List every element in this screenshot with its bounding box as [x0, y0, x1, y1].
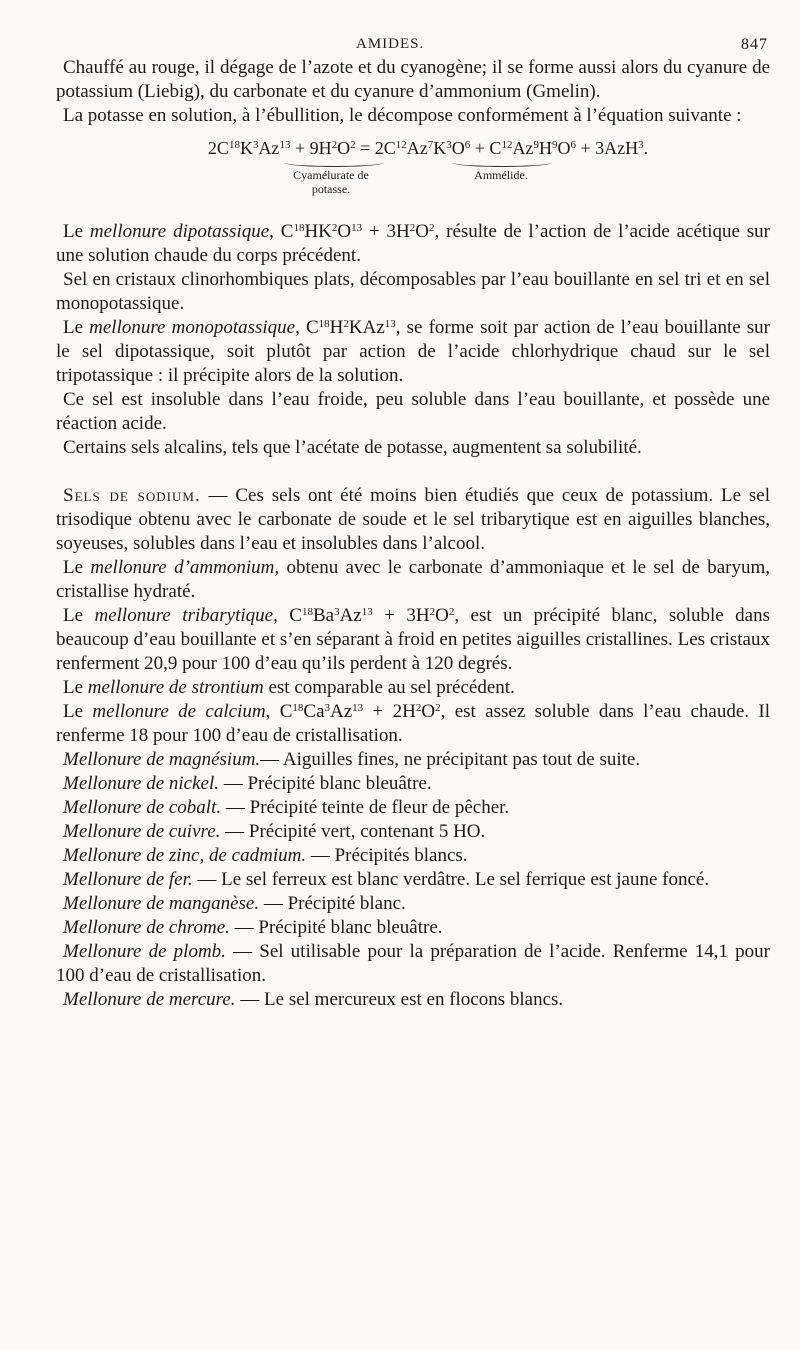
list-item: Mellonure de mercure. — Le sel mercureux est en flocons blancs.: [63, 989, 564, 1010]
list-item: Mellonure de manganèse. — Précipité blanc.: [63, 893, 406, 914]
paragraph: Le mellonure d’ammonium, obtenu avec le carbonate d’ammoniaque et le sel de baryum, cristallise hydraté.: [56, 557, 770, 602]
list-item: Mellonure de chrome. — Précipité blanc bleuâtre.: [63, 917, 443, 938]
equation-note: Cyamélurate de potasse.: [293, 168, 369, 196]
compound-name: Mellonure de manganèse.: [63, 893, 260, 914]
list-item: Mellonure de magnésium.— Aiguilles fines, ne précipitant pas tout de suite.: [63, 749, 641, 770]
compound-name: mellonure d’ammonium: [90, 557, 275, 578]
paragraph: Le mellonure tribarytique, $C^{18}Ba^3Az^{13} + 3H^2O^2$, est un précipité blanc, soluble dans beaucoup d’eau bouillante et s’en séparant à froid en petites aiguilles cristallines. Les cristaux renferment 20,9 pour 100 d’eau qu’ils perdent à 120 degrés.: [56, 605, 770, 674]
compound-name: mellonure dipotassique: [89, 221, 270, 242]
compound-name: Mellonure de nickel.: [63, 773, 219, 794]
equation-note: Ammélide.: [474, 168, 528, 182]
running-header: [56, 30, 770, 56]
compound-name: Mellonure de plomb.: [63, 941, 226, 962]
compound-name: Mellonure de cuivre.: [63, 821, 221, 842]
list-item: Mellonure de fer. — Le sel ferreux est blanc verdâtre. Le sel ferrique est jaune foncé.: [63, 869, 710, 890]
paragraph: Le mellonure dipotassique, $C^{18}HK^2O^{13} + 3H^2O^2$, résulte de l’action de l’acide acétique sur une solution chaude du corps précédent.: [56, 221, 770, 266]
chemical-equation: $2C^{18}K^3Az^{13} + 9H^2O^2 = 2C^{12}Az^7K^3O^6 + C^{12}Az^9H^9O^6 + 3AzH^3$.: [207, 138, 649, 158]
compound-name: Mellonure de fer.: [63, 869, 193, 890]
paragraph: Certains sels alcalins, tels que l’acétate de potasse, augmentent sa solubilité.: [63, 437, 642, 458]
compound-name: Mellonure de cobalt.: [63, 797, 222, 818]
paragraph: Ce sel est insoluble dans l’eau froide, peu soluble dans l’eau bouillante, et possède une réaction acide.: [56, 389, 770, 434]
list-item: Mellonure de cuivre. — Précipité vert, contenant 5 HO.: [63, 821, 486, 842]
brace: [452, 158, 552, 167]
compound-name: mellonure de calcium: [92, 701, 266, 722]
section-heading: Sels de sodium.: [63, 485, 201, 506]
compound-name: Mellonure de mercure.: [63, 989, 236, 1010]
compound-name: Mellonure de zinc, de cadmium.: [63, 845, 307, 866]
list-item: Mellonure de cobalt. — Précipité teinte de fleur de pêcher.: [63, 797, 510, 818]
compound-name: mellonure monopotassique: [89, 317, 296, 338]
list-item: Mellonure de nickel. — Précipité blanc bleuâtre.: [63, 773, 432, 794]
brace: [284, 158, 384, 167]
compound-name: mellonure tribarytique: [94, 605, 274, 626]
running-title: AMIDES.: [356, 36, 425, 52]
paragraph: Le mellonure monopotassique, $C^{18}H^2KAz^{13}$, se forme soit par action de l’eau bouillante sur le sel dipotassique, soit plutôt par action de l’acide chlorhydrique chaud sur le sel tripotassique : il précipite alors de la solution.: [56, 317, 770, 386]
section-paragraph: Sels de sodium. — Ces sels ont été moins bien étudiés que ceux de potassium. Le sel trisodique obtenu avec le carbonate de soude et le sel tribarytique est en aiguilles blanches, soyeuses, solubles dans l’eau et insolubles dans l’alcool.: [56, 485, 770, 554]
list-item: Mellonure de plomb. — Sel utilisable pour la préparation de l’acide. Renferme 14,1 pour 100 d’eau de cristallisation.: [56, 941, 770, 986]
page-number: 847: [741, 36, 768, 53]
list-item: Mellonure de zinc, de cadmium. — Précipités blancs.: [63, 845, 468, 866]
compound-name: mellonure de strontium: [87, 677, 264, 698]
paragraph: La potasse en solution, à l’ébullition, le décompose conformément à l’équation suivante :: [63, 105, 742, 126]
text-body: [56, 56, 770, 1012]
equation-annotations: [56, 160, 770, 198]
paragraph: Le mellonure de strontium est comparable au sel précédent.: [63, 677, 515, 698]
paragraph: Chauffé au rouge, il dégage de l’azote et du cyanogène; il se forme aussi alors du cyanure de potassium (Liebig), du carbonate et du cyanure d’ammonium (Gmelin).: [56, 57, 770, 102]
compound-name: Mellonure de magnésium.: [63, 749, 261, 770]
compound-name: Mellonure de chrome.: [63, 917, 230, 938]
paragraph: Sel en cristaux clinorhombiques plats, décomposables par l’eau bouillante en sel tri et en sel monopotassique.: [56, 269, 770, 314]
paragraph: Le mellonure de calcium, $C^{18}Ca^3Az^{13} + 2H^2O^2$, est assez soluble dans l’eau chaude. Il renferme 18 pour 100 d’eau de cristallisation.: [56, 701, 770, 746]
